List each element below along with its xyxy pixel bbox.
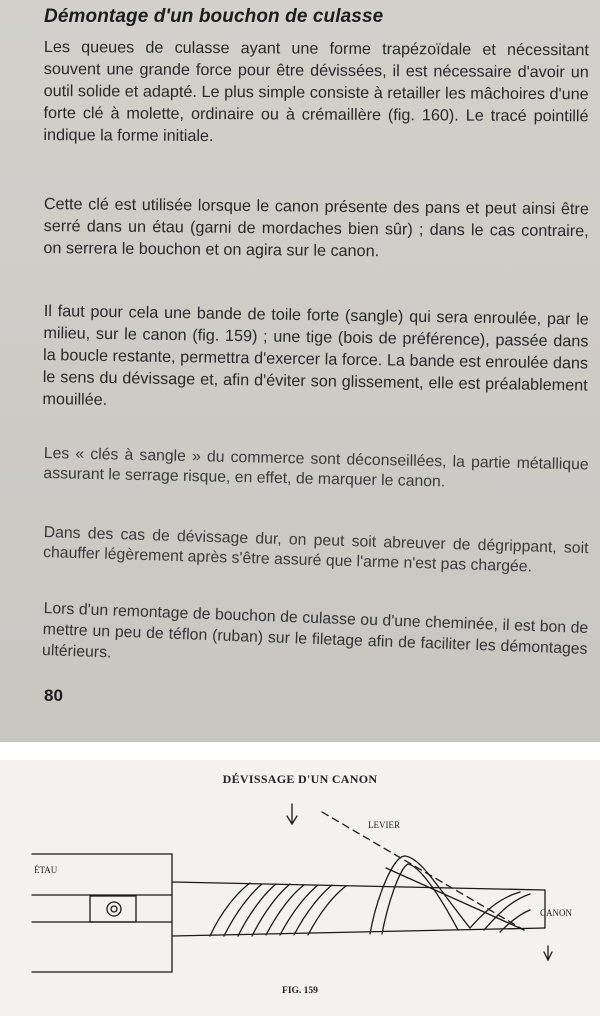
- lever-line: [322, 812, 524, 930]
- breech-plug: [90, 896, 136, 922]
- paragraph: Il faut pour cela une bande de toile forte (sangle) qui sera enroulée, par le milieu, sur le canon (fig. 159) ; une tige (bois de préférence), passée dans la boucle restante, permettra d'exercer la force. La bande est enroulée dans le sens du dévissage et, afin d'éviter son glissement, elle est préalablement mouillée.: [42, 301, 589, 410]
- paragraph: Les queues de culasse ayant une forme trapézoïdale et nécessitant souvent une grande force pour être dévissées, il est nécessaire d'avoir un outil solide et adapté. Le plus simple consiste à retailler les mâchoires d'une forte clé à molette, ordinaire ou à crémaillère (fig. 160). Le tracé pointillé indique la forme initiale.: [43, 37, 589, 146]
- strap-tail: [470, 892, 530, 930]
- strap-loop: [382, 864, 458, 934]
- paragraph: Dans des cas de dévissage dur, on peut soit abreuver de dégrippant, soit chauffer légèrement après s'être assuré que l'arme n'est pas chargée.: [42, 523, 589, 576]
- figure-panel: [0, 760, 600, 1016]
- vise-label: ÉTAU: [34, 865, 58, 875]
- figure-caption: FIG. 159: [282, 986, 318, 996]
- paragraph: Les « clés à sangle » du commerce sont déconseillées, la partie métallique assurant le serrage risque, en effet, de marquer le canon.: [43, 444, 589, 491]
- paragraph: Cette clé est utilisée lorsque le canon présente des pans et peut ainsi être serré dans un étau (garni de mordaches bien sûr) ; dans le cas contraire, on serrera le bouchon et on agira sur le canon.: [43, 194, 589, 261]
- plug-bolt-inner-icon: [111, 906, 117, 912]
- barrel-label: CANON: [540, 908, 573, 918]
- barrel-unscrewing-illustration: [0, 760, 600, 1016]
- figure-title: DÉVISSAGE D'UN CANON: [222, 772, 378, 786]
- page-separator: [0, 742, 600, 760]
- strap-winding: [238, 884, 290, 936]
- lever-label: LEVIER: [368, 820, 400, 830]
- strap-winding: [266, 885, 318, 935]
- page-number: 80: [44, 686, 63, 705]
- strap-winding: [294, 885, 346, 935]
- plug-bolt-icon: [107, 902, 121, 916]
- section-heading: Démontage d'un bouchon de culasse: [44, 6, 384, 27]
- paragraph: Lors d'un remontage de bouchon de culasse ou d'une cheminée, il est bon de mettre un peu de téflon (ruban) sur le filetage afin de faciliter les démontages ultérieurs.: [41, 599, 589, 662]
